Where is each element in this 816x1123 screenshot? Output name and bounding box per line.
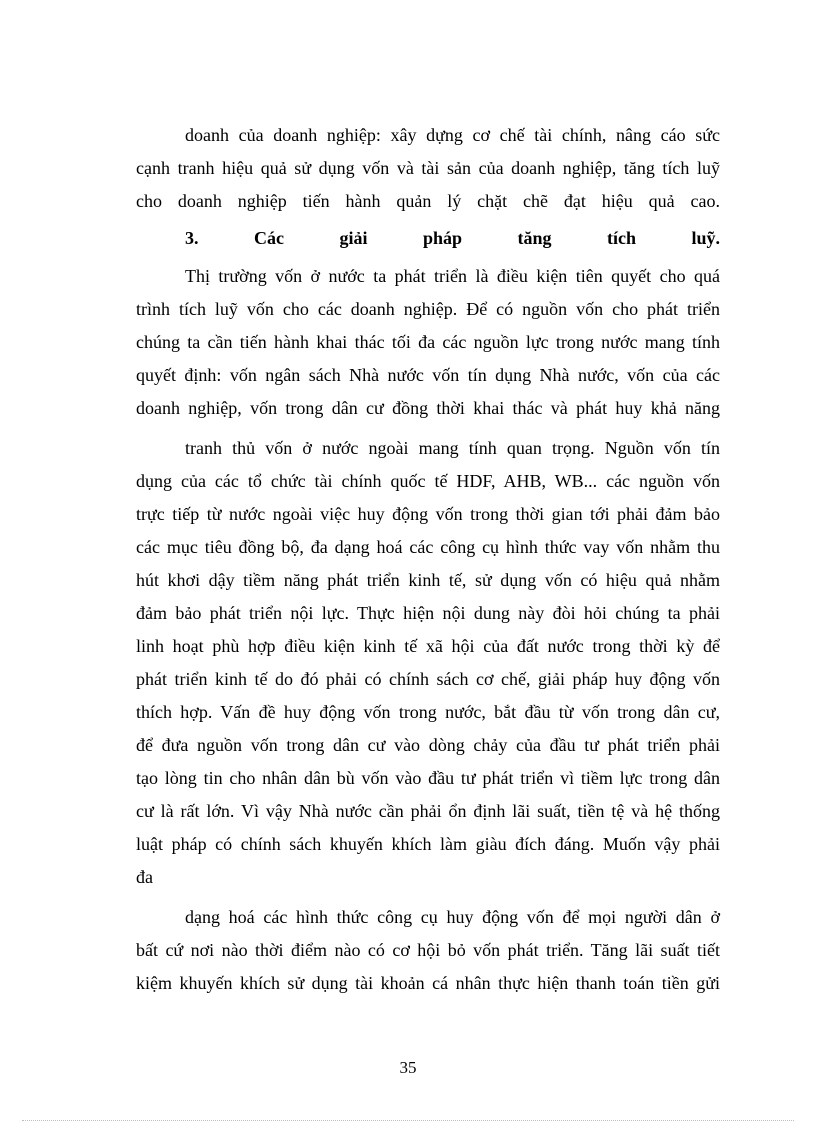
paragraph-3-line-7: linh hoạt phù hợp điều kiện kinh tế xã hội của đất nước trong thời kỳ để (136, 636, 720, 656)
paragraph-1-line-2: cạnh tranh hiệu quả sử dụng vốn và tài sản của doanh nghiệp, tăng tích luỹ (136, 158, 720, 178)
page-bottom-rule (22, 1120, 794, 1121)
heading-word-6: luỹ. (691, 228, 720, 248)
paragraph-2-line-5: doanh nghiệp, vốn trong dân cư đồng thời khai thác và phát huy khả năng (136, 398, 720, 418)
paragraph-1-line-3: cho doanh nghiệp tiến hành quản lý chặt chẽ đạt hiệu quả cao. (136, 191, 720, 211)
heading-word-4: tăng (517, 228, 552, 248)
paragraph-3-line-9: thích hợp. Vấn đề huy động vốn trong nước, bắt đầu từ vốn trong dân cư, (136, 702, 720, 722)
paragraph-2-line-3: chúng ta cần tiến hành khai thác tối đa các nguồn lực trong nước mang tính (136, 332, 720, 352)
page-number: 35 (399, 1058, 417, 1077)
paragraph-3-line-3: trực tiếp từ nước ngoài việc huy động vốn trong thời gian tới phải đảm bảo (136, 504, 720, 524)
paragraph-3-line-6: đảm bảo phát triển nội lực. Thực hiện nội dung này đòi hỏi chúng ta phải (136, 603, 720, 623)
heading-number: 3. (185, 228, 199, 248)
paragraph-3-line-8: phát triển kinh tế do đó phải có chính sách cơ chế, giải pháp huy động vốn (136, 669, 720, 689)
paragraph-3-line-10: để đưa nguồn vốn trong dân cư vào dòng chảy của đầu tư phát triển phải (136, 735, 720, 755)
paragraph-3-line-12: cư là rất lớn. Vì vậy Nhà nước cần phải ổn định lãi suất, tiền tệ và hệ thống (136, 801, 720, 821)
heading-word-2: giải (339, 228, 368, 248)
paragraph-3-line-14: đa (136, 867, 153, 887)
paragraph-4-line-1: dạng hoá các hình thức công cụ huy động vốn để mọi người dân ở (185, 907, 720, 927)
paragraph-3-line-13: luật pháp có chính sách khuyến khích làm giàu đích đáng. Muốn vậy phải (136, 834, 720, 854)
paragraph-2-line-2: trình tích luỹ vốn cho các doanh nghiệp. Để có nguồn vốn cho phát triển (136, 299, 720, 319)
heading-word-5: tích (607, 228, 636, 248)
paragraph-3-line-1: tranh thủ vốn ở nước ngoài mang tính quan trọng. Nguồn vốn tín (185, 438, 720, 458)
section-heading (185, 227, 720, 249)
paragraph-2-line-4: quyết định: vốn ngân sách Nhà nước vốn tín dụng Nhà nước, vốn của các (136, 365, 720, 385)
paragraph-4-line-3: kiệm khuyến khích sử dụng tài khoản cá nhân thực hiện thanh toán tiền gửi (136, 973, 720, 993)
paragraph-2-line-1: Thị trường vốn ở nước ta phát triển là điều kiện tiên quyết cho quá (185, 266, 720, 286)
paragraph-3-line-11: tạo lòng tin cho nhân dân bù vốn vào đầu tư phát triển vì tiềm lực trong dân (136, 768, 720, 788)
heading-word-1: Các (253, 228, 284, 248)
paragraph-3-line-5: hút khơi dậy tiềm năng phát triển kinh tế, sử dụng vốn có hiệu quả nhằm (136, 570, 720, 590)
paragraph-3-line-4: các mục tiêu đồng bộ, đa dạng hoá các công cụ hình thức vay vốn nhằm thu (136, 537, 720, 557)
paragraph-1-line-1: doanh của doanh nghiệp: xây dựng cơ chế tài chính, nâng cáo sức (185, 125, 720, 145)
heading-word-3: pháp (422, 228, 463, 248)
paragraph-3-line-2: dụng của các tổ chức tài chính quốc tế HDF, AHB, WB... các nguồn vốn (136, 471, 720, 491)
paragraph-4-line-2: bất cứ nơi nào thời điểm nào có cơ hội bỏ vốn phát triển. Tăng lãi suất tiết (136, 940, 720, 960)
